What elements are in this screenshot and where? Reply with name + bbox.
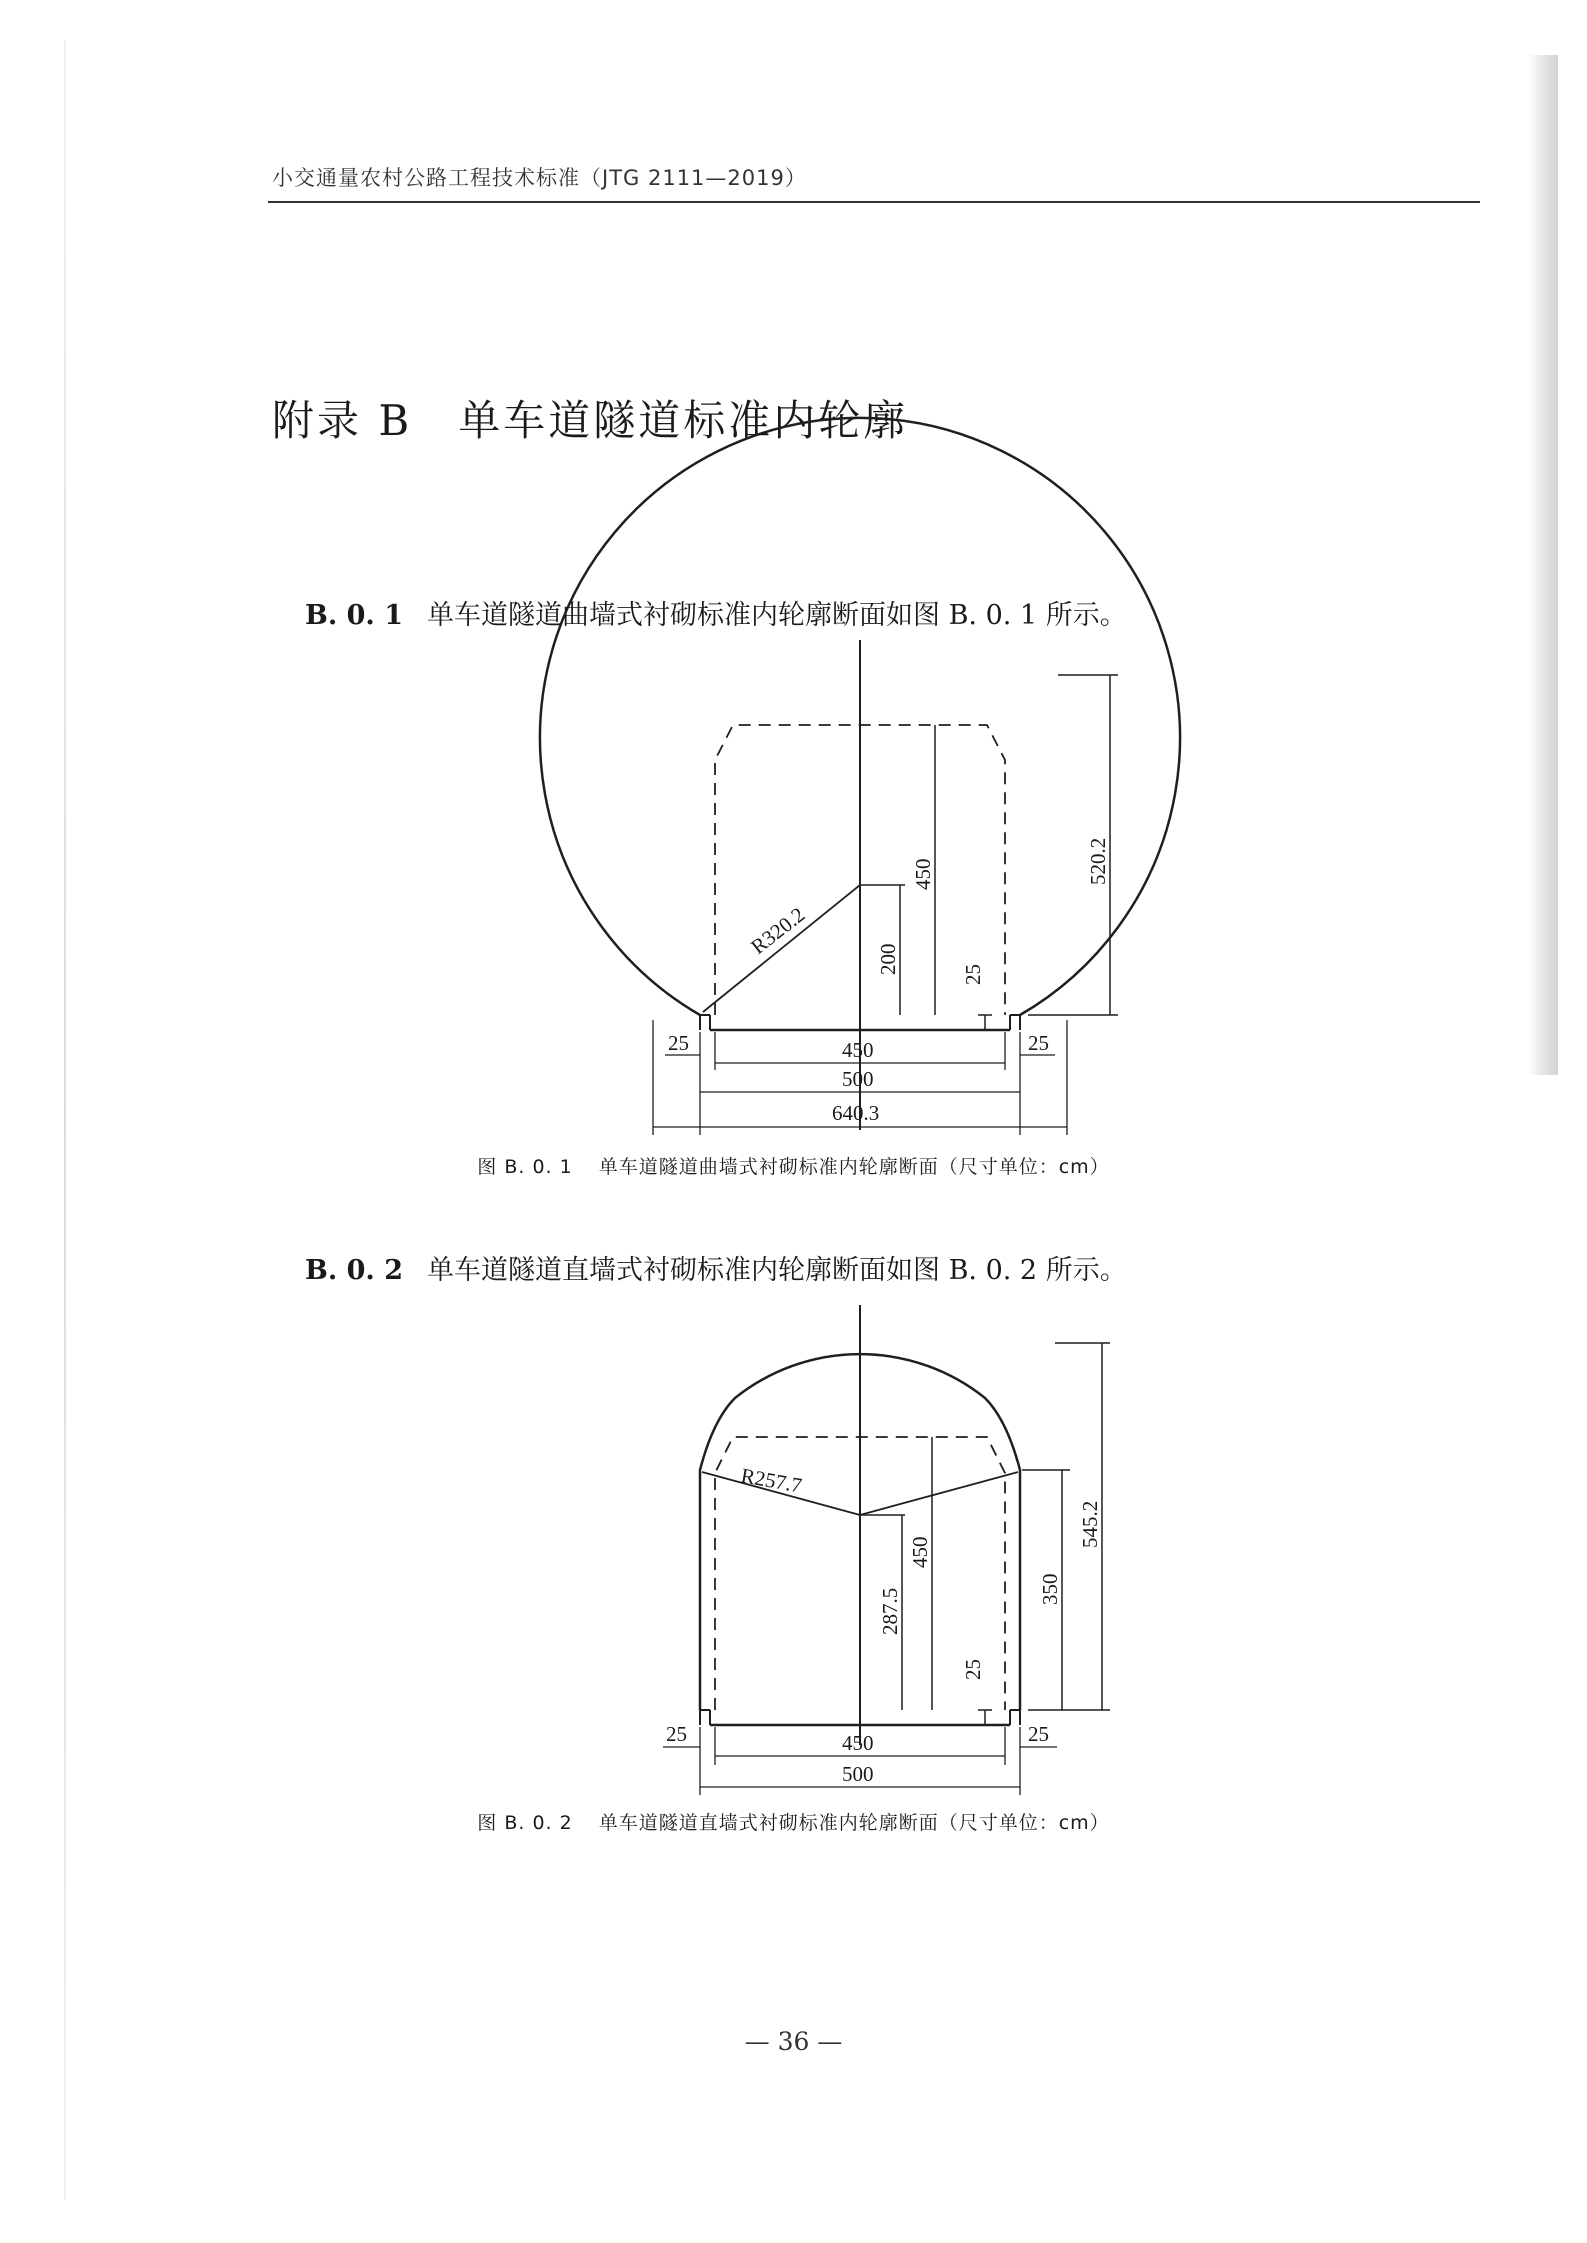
dim-25-left-label: 25	[668, 1031, 689, 1055]
page-number: — 36 —	[744, 2027, 843, 2056]
dim-350-label: 350	[1038, 1573, 1062, 1605]
appendix-number: 附录 B	[272, 396, 413, 445]
caption-number: 图 B. 0. 1	[477, 1156, 573, 1178]
dim-520-label: 520.2	[1086, 837, 1110, 885]
clause-text: 单车道隧道曲墙式衬砌标准内轮廓断面如图 B. 0. 1 所示。	[427, 600, 1127, 631]
dim-25-right-label: 25	[1028, 1031, 1049, 1055]
dim-500-label: 500	[842, 1762, 874, 1786]
dim-640-label: 640.3	[832, 1101, 880, 1125]
radius-label: R257.7	[739, 1463, 804, 1498]
caption-number: 图 B. 0. 2	[477, 1812, 573, 1834]
clause-number: B. 0. 1	[305, 600, 403, 631]
radius-line-right	[860, 1472, 1018, 1515]
clause-number: B. 0. 2	[305, 1255, 403, 1286]
dim-450-h-label: 450	[842, 1731, 874, 1755]
dim-25-left-label: 25	[666, 1722, 687, 1746]
dim-450-label: 450	[908, 1536, 932, 1568]
dim-450-label: 450	[911, 858, 935, 890]
dim-25v-label: 25	[961, 964, 985, 985]
caption-text: 单车道隧道直墙式衬砌标准内轮廓断面（尺寸单位：cm）	[598, 1812, 1110, 1834]
dim-25-right-label: 25	[1028, 1722, 1049, 1746]
dim-287-label: 287.5	[878, 1587, 902, 1635]
radius-label: R320.2	[746, 902, 810, 959]
dim-450-h-label: 450	[842, 1038, 874, 1062]
figure-b02-caption	[0, 1808, 1587, 1835]
dim-25v-label: 25	[961, 1659, 985, 1680]
clause-text: 单车道隧道直墙式衬砌标准内轮廓断面如图 B. 0. 2 所示。	[427, 1255, 1127, 1286]
appendix-title-text: 单车道隧道标准内轮廓	[458, 396, 909, 445]
dim-200-label: 200	[876, 943, 900, 975]
running-header: 小交通量农村公路工程技术标准（JTG 2111—2019）	[272, 166, 807, 190]
caption-text: 单车道隧道曲墙式衬砌标准内轮廓断面（尺寸单位：cm）	[598, 1156, 1110, 1178]
dim-545-label: 545.2	[1078, 1500, 1102, 1548]
dim-500-label: 500	[842, 1067, 874, 1091]
